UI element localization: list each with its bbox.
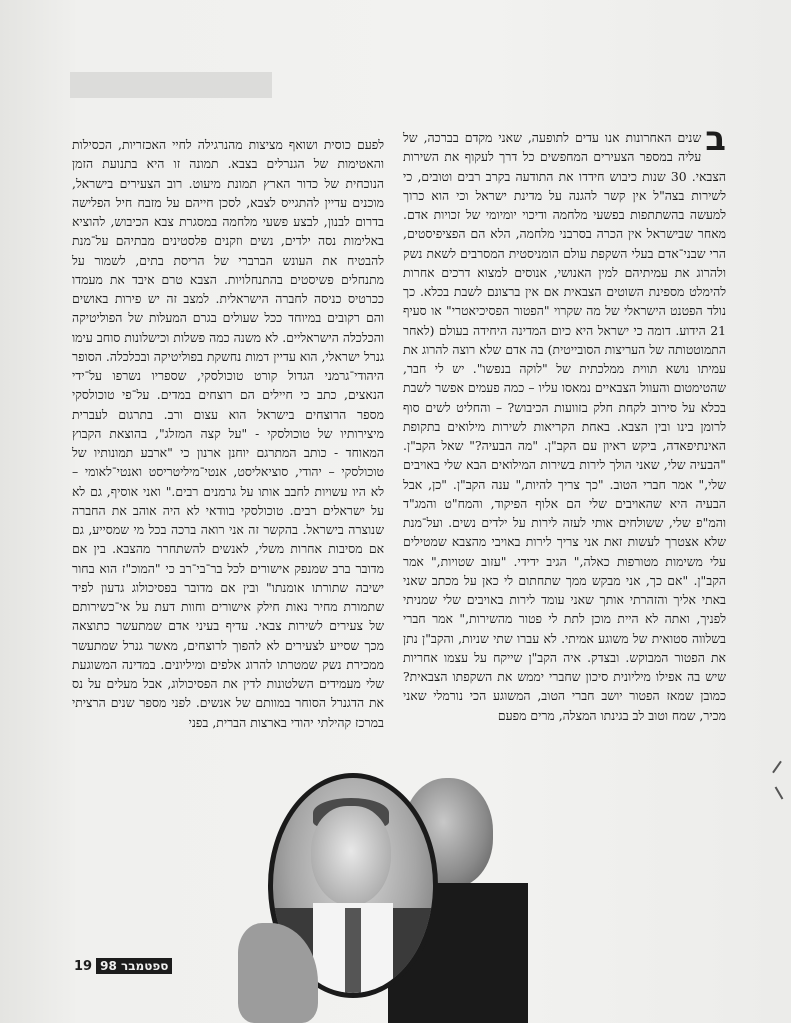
article-right-column [403, 119, 726, 725]
issue-label: ספטמבר 98 [96, 958, 172, 974]
right-column-text: שנים האחרונות אנו עדים לתופעה, שאני מקדם בברכה, של עליה במספר הצעירים המחפשים כל דרך לעקוף את השירות הצבאי. 30 שנות כיבוש חידדו את התודעה בקרב רבים וטובים, כי לשירות בצה"ל אין קשר להגנה על מדינת ישראל וכי הוא כרוך למעשה בהשתתפות בפשעי מלחמה ודיכוי יומיומי של זכויות אדם. מאחר שבישראל אין הכרה בסרבני מלחמה, הלא הם הפציפיסטים, הרי שבני־אדם בעלי השקפת עולם הומניסטית המסרבים לשאת נשק ולהרוג את עמיתיהם למין האנושי, אנוסים למצוא דרכים אחרות להימלט מספינת השוטים הצבאית אם אין ברצונם לשבת בכלא. כך נולד הפטנט הישראלי של מה שקרוי "הפטור הפסיכיאטרי" או סעיף 21 הידוע. דומה כי ישראל היא כיום המדינה היחידה בעולם (לאחר התמוטטותה של העריצות הסובייטית) בה אדם שלא רוצה להרוג את עמיתו נושא תווית ממלכתית של "לוקה בנפשו". יש לי חבר, שהטימטום והעוול הצבאיים נמאסו עליו – כמה פעמים אפשר לשבת בכלא על סירוב לקחת חלק בזוועות הכיבוש? – והחליט לשים סוף לרומן בינו ובין הצבא. באחת הקריאות לשירות מילואים בתקופת האינתיפאדה, ביקש ראיון עם הקב"ן. "מה הבעיה?" שאל הקב"ן. "הבעיה שלי, שאני הולך לירות בשירות המילואים הבא שלי באויבים שלי," אמר חברי הטוב. "כך צריך להיות," ענה הקב"ן. "כן, אבל הבעיה היא שהאויבים שלי הם אלוף הפיקוד, והמח"ט והמג"ד והמ"פ שלי, ששולחים אותי לעזה לירות על ילדים נשים. ועל־מנת שלא אצטרך לעשות זאת אני צריך לירות באויבי מהצבא שמטילים עלי משימות מטורפות כאלה," הגיב ידידי. "עזוב שטויות," אמר הקב"ן. "אם כך, אני מבקש ממך שתחתום לי כאן על מכתב שאני באתי אליך והזהרתי אותך שאני עומד לירות באויבים שלי שמניתי לפניך, ואתה לא היית מוכן לתת לי פטור מהשירות," אמר חברי בשלווה סטואית של משוגע אמיתי. לא עברו שתי שניות, והקב"ן נתן את הפטור המבוקש. ובצדק. איה הקב"ן שייקח על עצמו אחריות שיש בה אפילו מיליונית סיכון שחברי יממש את השקפתו הצבאית? כמובן שמאז הפטור יושב חברי הטוב, המשוגע הכי נורמלי שאני מכיר, שמח וטוב לב בגינתו המצלה, מרים מפעם [403, 130, 726, 723]
header-bar [70, 72, 272, 98]
article-left-column [72, 135, 384, 732]
left-column-text: לפעם כוסית ושואף מציצות מהנרגילה לחיי האכזריות, הכסילות והאטימות של הגנרלים בצבא. תמונה זו היא בתנועת הזמן הנוכחית של כדור הארץ תמונת מיעוט. רוב הצעירים בישראל, מוכנים עדיין להתגייס לצבא, לסכן חייהם על מזבח חיל הפלישה בדרום לבנון, לבצע פשעי מלחמה במסגרת צבא הכיבוש, להוציא באלימות נסה ילדים, נשים וזקנים פלסטינים מבתיהם על־מנת להבטיח את העונש הברברי של הריסת בתים, לשמור על מתנחלים פשיסטים בהתנחלויות. הצבא טרם איבד את מעמדו ככרטיס כניסה לחברה הישראלית. למצב זה יש פירות באושים והם רקובים במיוחד ככל שעולים בגרם המעלות של הפוליטיקה והכלכלה הישראליים. לא משנה כמה פשלות וכישלונות סוחב עימו גנרל ישראלי, הוא עדיין דמות נחשקת בפוליטיקה ובכלכלה. הסופר היהודי־גרמני הגדול קורט טוכולסקי, שספריו נשרפו על־ידי הנאצים, כתב כי חיילים הם רוצחים במדים. על־פי טוכולסקי מספר הרוצחים בישראל הוא עצום ורב. בתרגום לעברית מיצירותיו של טוכולסקי - "על קצה המזלג", בהוצאת הקבוץ המאוחד - כותב המתרגם יוחנן ארנון כי "ארבע תמונותיו של טוכולסקי – יהודי, סוציאליסט, אנטי־מיליטריסט ואנטי־לאומי – לא היו עשויות לחבב אותו על גרמנים רבים." ואני אוסיף, גם לא על ישראלים רבים. טוכולסקי בוודאי לא היה אוהב את החברה שנוצרה בישראל. בהקשר זה אני רואה ברכה בכל מי שמסייע, גם אם מסיבות אחרות משלי, לאנשים להשתחרר מהצבא. בין אם מדובר ברב שמנפק אישורים לכל בר־בי־רב כי "המוכ"ז הוא בחור ישיבה שתורתו אומנתו" ובין אם מדובר בפסיכולוג גדעון לפיד שתמורת מחיר נאות חילק אישורים וחוות דעת על אי־כשירותם של צעירים לשירות צבאי. עדיף בעיני אדם שמתעשר כתוצאה מכך שסייע לצעירים לא להפוך לרוצחים, מאשר גנרל שמתעשר ממכירת נשק שמטרתו להרוג אלפים ומיליונים. במדינה המשוגעת שלי מעמידים השלטונות לדין את הפסיכולוג, אבל מעלים על נס את הדגנרל הסוחר במוותם של אנשים. לפני מספר שנים הרציתי במרכז קהילתי יהודי בארצות הברית, בפני [72, 137, 384, 730]
dropcap: ב [705, 119, 726, 159]
photo-face [311, 806, 391, 906]
page-number: 19 [74, 958, 93, 974]
page-footer [74, 957, 172, 975]
article-photo [238, 763, 528, 1023]
